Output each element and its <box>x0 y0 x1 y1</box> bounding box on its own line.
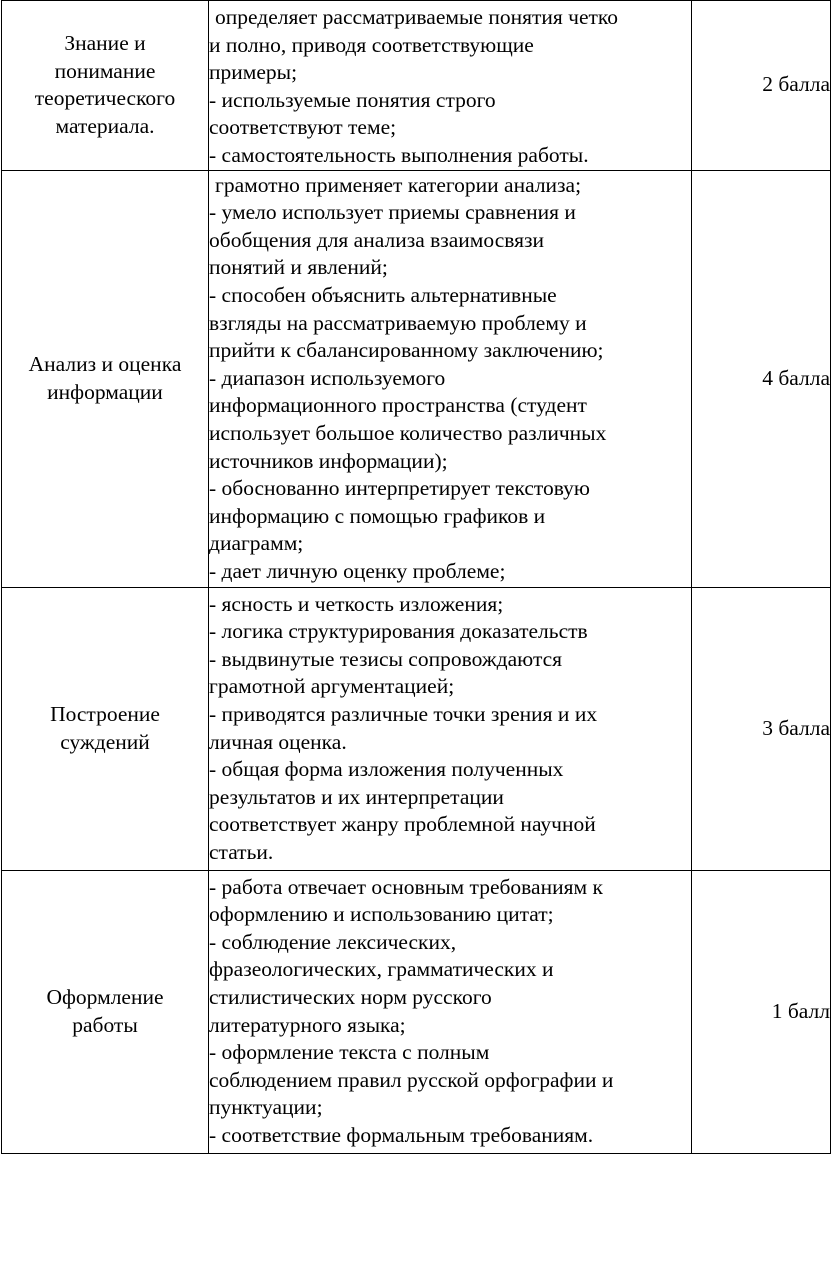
criteria-table <box>1 0 831 1154</box>
score-cell <box>692 1 831 171</box>
score-cell <box>692 587 831 870</box>
criterion-cell <box>2 870 209 1153</box>
criterion-cell <box>2 170 209 587</box>
description-line: фразеологических, грамматических и <box>209 957 554 982</box>
description-line: диаграмм; <box>209 531 304 556</box>
score-value: 1 балл <box>771 998 830 1023</box>
score-value: 2 балла <box>762 72 830 97</box>
description-line: взгляды на рассматриваемую проблему и <box>209 310 587 335</box>
description-line: и полно, приводя соответствующие <box>209 32 534 57</box>
description-line: понятий и явлений; <box>209 255 388 280</box>
description-line: источников информации); <box>209 448 448 473</box>
description-line: - умело использует приемы сравнения и <box>209 200 576 225</box>
description-line: стилистических норм русского <box>209 984 492 1009</box>
description-line: обобщения для анализа взаимосвязи <box>209 227 544 252</box>
criterion-line: теоретического <box>34 86 176 111</box>
criterion-line: понимание <box>54 58 156 83</box>
criterion-cell <box>2 1 209 171</box>
criterion-line: материала. <box>55 113 155 138</box>
table-row <box>2 1 831 171</box>
description-line: - логика структурирования доказательств <box>209 619 588 644</box>
description-line: информацию с помощью графиков и <box>209 503 546 528</box>
criterion-cell <box>2 587 209 870</box>
description-line: - соответствие формальным требованиям. <box>209 1122 594 1147</box>
description-line: грамотной аргументацией; <box>209 674 455 699</box>
description-cell <box>209 1 692 171</box>
description-line: - оформление текста с полным <box>209 1040 490 1065</box>
description-line: - самостоятельность выполнения работы. <box>209 142 589 167</box>
criterion-line: Анализ и оценка <box>28 351 182 376</box>
description-line: - дает личную оценку проблеме; <box>209 558 506 583</box>
description-line: - способен объяснить альтернативные <box>209 282 557 307</box>
criterion-line: Построение <box>50 701 160 726</box>
description-line: личная оценка. <box>209 729 347 754</box>
description-line: грамотно применяет категории анализа; <box>215 172 582 197</box>
criterion-line: работы <box>72 1012 138 1037</box>
description-line: прийти к сбалансированному заключению; <box>209 338 604 363</box>
table-row <box>2 587 831 870</box>
score-cell <box>692 170 831 587</box>
criterion-line: информации <box>47 379 163 404</box>
score-value: 4 балла <box>762 365 830 390</box>
description-line: - диапазон используемого <box>209 365 446 390</box>
description-cell <box>209 587 692 870</box>
table-row <box>2 870 831 1153</box>
description-line: соответствуют теме; <box>209 115 397 140</box>
description-line: использует большое количество различных <box>209 420 607 445</box>
description-line: - приводятся различные точки зрения и их <box>209 701 598 726</box>
description-line: соответствует жанру проблемной научной <box>209 812 596 837</box>
description-line: статьи. <box>209 839 274 864</box>
description-line: - ясность и четкость изложения; <box>209 591 504 616</box>
description-cell <box>209 170 692 587</box>
criterion-line: Знание и <box>64 31 146 56</box>
description-line: информационного пространства (студент <box>209 393 587 418</box>
description-line: соблюдением правил русской орфографии и <box>209 1067 614 1092</box>
description-line: - работа отвечает основным требованиям к <box>209 874 603 899</box>
description-line: - используемые понятия строго <box>209 87 496 112</box>
description-line: определяет рассматриваемые понятия четко <box>215 5 619 29</box>
description-line: - общая форма изложения полученных <box>209 757 564 782</box>
criterion-line: суждений <box>60 729 150 754</box>
description-line: - обоснованно интерпретирует текстовую <box>209 476 590 501</box>
description-line: примеры; <box>209 60 298 85</box>
description-line: пунктуации; <box>209 1095 323 1120</box>
description-line: оформлению и использованию цитат; <box>209 902 554 927</box>
description-line: результатов и их интерпретации <box>209 784 504 809</box>
description-line: - соблюдение лексических, <box>209 929 457 954</box>
description-line: - выдвинутые тезисы сопровождаются <box>209 646 563 671</box>
score-value: 3 балла <box>762 715 830 740</box>
description-line: литературного языка; <box>209 1012 406 1037</box>
table-row <box>2 170 831 587</box>
criterion-line: Оформление <box>46 984 164 1009</box>
score-cell <box>692 870 831 1153</box>
description-cell <box>209 870 692 1153</box>
